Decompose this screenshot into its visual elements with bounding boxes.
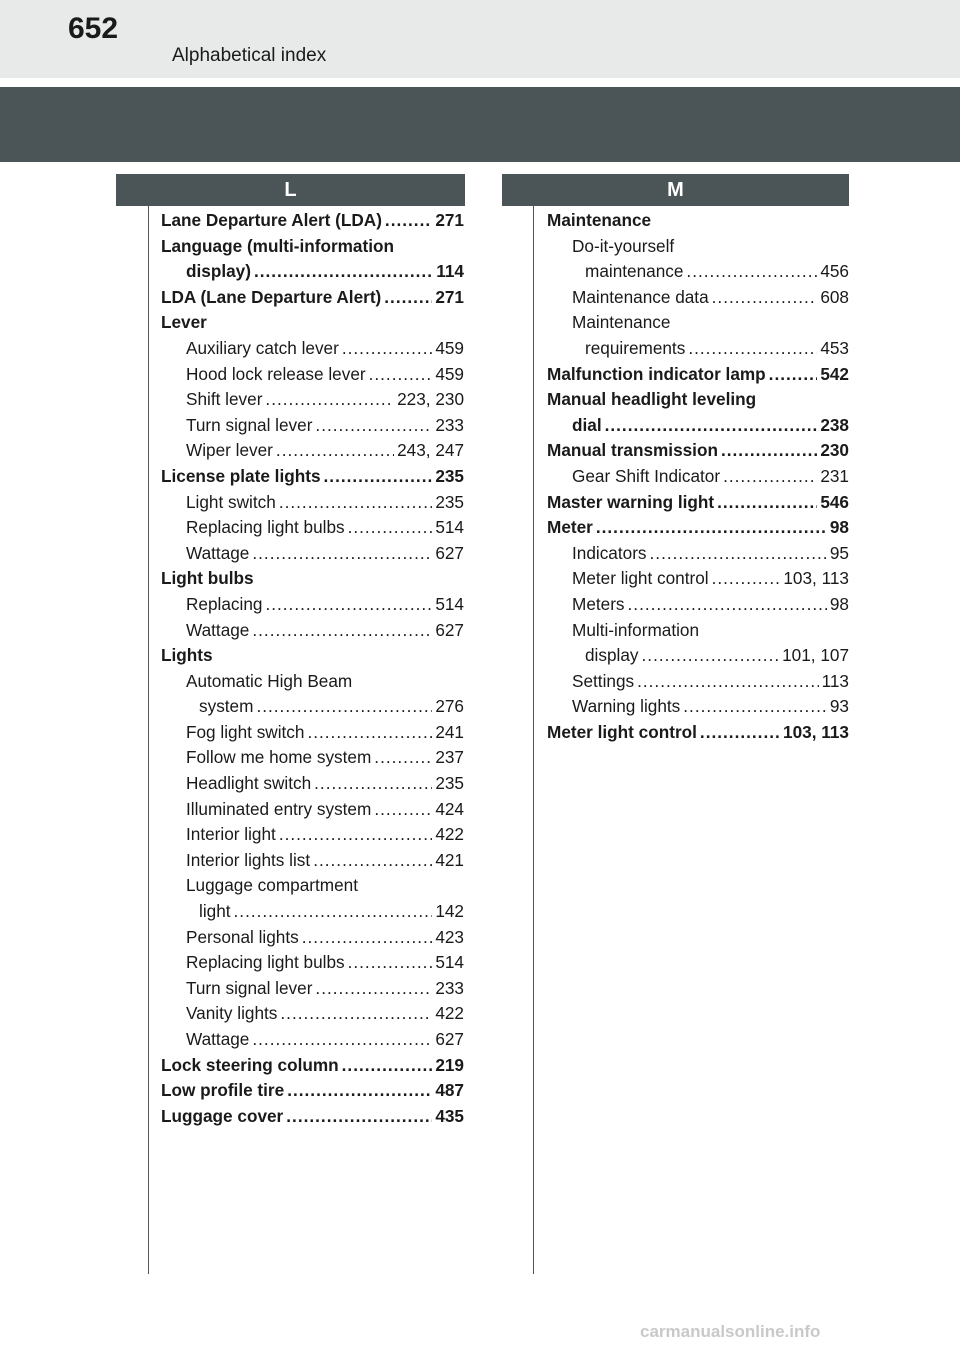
index-entry-page: 627	[435, 1029, 464, 1049]
column-rule-m	[533, 206, 534, 1274]
index-entry-page: 627	[435, 619, 464, 640]
index-entry-page: 627	[435, 542, 464, 563]
index-entry	[547, 438, 849, 464]
index-entry	[547, 720, 849, 746]
header-band	[0, 87, 960, 162]
index-entry	[547, 592, 849, 618]
index-entry-page: 235	[435, 491, 464, 512]
leader-dots	[314, 771, 432, 797]
index-entry-term: Lock steering column	[161, 1054, 339, 1075]
index-entry-term: requirements	[585, 337, 686, 358]
index-entry	[547, 336, 849, 362]
index-entry-term: Automatic High Beam	[186, 670, 353, 691]
index-entry	[161, 336, 464, 362]
index-entry-term: Maintenance	[547, 210, 652, 230]
leader-dots	[637, 669, 818, 695]
index-entry-page: 103, 113	[783, 721, 849, 742]
index-entry	[161, 259, 464, 285]
index-entry	[547, 566, 849, 592]
leader-dots	[385, 208, 432, 234]
index-entry	[161, 822, 464, 848]
index-entry	[161, 362, 464, 388]
index-entry-term: Wattage	[186, 619, 250, 640]
section-header-m: M	[502, 174, 849, 206]
index-entry-term: Lever	[161, 312, 207, 333]
index-entry-term: Light bulbs	[161, 568, 254, 589]
index-entry	[161, 1078, 464, 1104]
header-strip	[0, 0, 960, 78]
index-entry	[547, 541, 849, 567]
index-entry-term: Meter light control	[572, 568, 709, 589]
index-entry-term: display)	[186, 261, 251, 282]
section-header-l: L	[116, 174, 465, 206]
leader-dots	[686, 259, 817, 285]
index-entry-page: 231	[820, 465, 849, 486]
index-entry-page: 514	[435, 593, 464, 614]
index-entry-page: 422	[435, 1003, 464, 1024]
leader-dots	[324, 464, 433, 490]
index-entry-term: Auxiliary catch lever	[186, 337, 339, 358]
index-entry	[547, 464, 849, 490]
index-entry-page: 235	[435, 465, 464, 486]
leader-dots	[384, 285, 432, 311]
index-entry-term: Replacing light bulbs	[186, 517, 345, 538]
leader-dots	[683, 694, 827, 720]
index-entry-term: Low profile tire	[161, 1080, 285, 1101]
leader-dots	[234, 899, 433, 925]
leader-dots	[252, 1027, 432, 1053]
index-entry-page: 546	[820, 491, 849, 512]
index-entry	[161, 694, 464, 720]
leader-dots	[276, 438, 394, 464]
leader-dots	[369, 362, 433, 388]
index-entry-page: 238	[820, 414, 849, 435]
index-entry	[161, 669, 464, 695]
leader-dots	[302, 925, 433, 951]
index-entry	[161, 1027, 464, 1053]
index-entry	[161, 541, 464, 567]
leader-dots	[287, 1078, 432, 1104]
leader-dots	[286, 1104, 432, 1130]
leader-dots	[605, 413, 818, 439]
index-entry-term: Manual headlight leveling	[547, 389, 757, 410]
index-entry-page: 459	[435, 337, 464, 358]
index-entry-term: Light switch	[186, 491, 276, 512]
index-entry-page: 271	[435, 210, 464, 230]
index-entry-page: 233	[435, 977, 464, 998]
index-entry-term: Wattage	[186, 1029, 250, 1049]
index-entry	[161, 1104, 464, 1130]
leader-dots	[256, 694, 432, 720]
leader-dots	[721, 438, 817, 464]
index-entry-page: 276	[435, 696, 464, 717]
index-entry-term: Follow me home system	[186, 747, 372, 768]
index-entry-term: Luggage compartment	[186, 875, 358, 896]
index-entry-page: 114	[436, 261, 464, 282]
index-entry	[547, 643, 849, 669]
index-entry-term: Maintenance	[572, 312, 671, 333]
index-entry-term: Meters	[572, 593, 625, 614]
index-entry	[547, 362, 849, 388]
index-entry-term: light	[199, 901, 231, 922]
index-entry	[161, 771, 464, 797]
index-entry-term: Hood lock release lever	[186, 363, 366, 384]
index-entry-term: Warning lights	[572, 696, 681, 717]
index-entry	[161, 310, 464, 336]
index-entry	[161, 285, 464, 311]
index-entry	[161, 438, 464, 464]
index-entry	[161, 1001, 464, 1027]
leader-dots	[596, 515, 827, 541]
index-entry-page: 514	[435, 952, 464, 973]
index-entry-term: Shift lever	[186, 389, 263, 410]
index-entry-page: 423	[435, 926, 464, 947]
index-entry	[547, 694, 849, 720]
index-entry	[161, 899, 464, 925]
index-entry-term: Wattage	[186, 542, 250, 563]
index-entry	[161, 950, 464, 976]
leader-dots	[252, 541, 432, 567]
index-entry-page: 487	[435, 1080, 464, 1101]
index-entry	[547, 285, 849, 311]
index-entry-page: 113	[821, 670, 849, 691]
index-entry-term: Settings	[572, 670, 635, 691]
index-entry	[161, 208, 464, 234]
index-entry-term: Illuminated entry system	[186, 798, 372, 819]
index-entry-term: Manual transmission	[547, 440, 718, 461]
index-entry-page: 101, 107	[782, 645, 849, 666]
leader-dots	[769, 362, 818, 388]
index-entry	[161, 566, 464, 592]
index-entry	[161, 745, 464, 771]
page-number: 652	[68, 12, 119, 45]
index-entry-page: 608	[820, 286, 849, 307]
index-entry-term: Malfunction indicator lamp	[547, 363, 766, 384]
index-entry-page: 142	[435, 901, 464, 922]
leader-dots	[307, 720, 432, 746]
index-entry	[547, 208, 849, 234]
leader-dots	[315, 413, 432, 439]
leader-dots	[279, 822, 433, 848]
index-entry-term: Fog light switch	[186, 721, 305, 742]
index-entry-page: 456	[820, 261, 849, 282]
index-entry-term: Master warning light	[547, 491, 715, 512]
index-entry-term: License plate lights	[161, 465, 321, 486]
leader-dots	[374, 797, 432, 823]
leader-dots	[628, 592, 827, 618]
index-entry	[547, 310, 849, 336]
index-entry-term: Interior light	[186, 824, 276, 845]
index-entry-term: Luggage cover	[161, 1105, 284, 1126]
index-entry-page: 219	[435, 1054, 464, 1075]
index-entry-page: 223, 230	[397, 389, 464, 410]
leader-dots	[650, 541, 827, 567]
index-entry-term: Personal lights	[186, 926, 299, 947]
index-entry-term: display	[585, 645, 639, 666]
index-entry-term: Meter light control	[547, 721, 697, 742]
index-entry-term: LDA (Lane Departure Alert)	[161, 286, 382, 307]
index-entry-page: 271	[435, 286, 464, 307]
index-entry-page: 235	[435, 773, 464, 794]
leader-dots	[374, 745, 432, 771]
leader-dots	[342, 1053, 433, 1079]
index-entry-page: 93	[829, 696, 849, 717]
index-entry	[161, 592, 464, 618]
index-entry-term: Indicators	[572, 542, 647, 563]
index-entry	[547, 413, 849, 439]
index-entry	[161, 720, 464, 746]
index-entry	[161, 643, 464, 669]
column-rule-l	[148, 206, 149, 1274]
index-entry-term: Replacing light bulbs	[186, 952, 345, 973]
index-column-m	[547, 208, 849, 745]
leader-dots	[265, 592, 432, 618]
index-entry-page: 241	[435, 721, 464, 742]
leader-dots	[688, 336, 817, 362]
index-entry-page: 237	[435, 747, 464, 768]
index-entry-page: 95	[829, 542, 849, 563]
index-entry	[547, 515, 849, 541]
leader-dots	[348, 515, 433, 541]
leader-dots	[712, 285, 818, 311]
index-entry	[161, 1053, 464, 1079]
index-entry-page: 233	[435, 414, 464, 435]
leader-dots	[315, 976, 432, 1002]
index-entry	[161, 490, 464, 516]
index-entry-page: 422	[435, 824, 464, 845]
index-entry	[161, 515, 464, 541]
index-entry-term: Interior lights list	[186, 849, 311, 870]
index-entry	[547, 387, 849, 413]
index-entry-page: 98	[829, 517, 849, 538]
index-entry	[161, 234, 464, 260]
index-entry-term: Wiper lever	[186, 440, 273, 461]
index-entry	[547, 259, 849, 285]
leader-dots	[252, 618, 432, 644]
index-entry	[161, 464, 464, 490]
index-entry-term: Meter	[547, 517, 593, 538]
index-entry-term: Lane Departure Alert (LDA)	[161, 210, 382, 230]
index-entry-term: Do-it-yourself	[572, 235, 675, 256]
index-entry	[547, 234, 849, 260]
index-entry	[161, 797, 464, 823]
index-entry	[161, 387, 464, 413]
index-entry-page: 230	[820, 440, 849, 461]
leader-dots	[342, 336, 432, 362]
index-entry	[161, 873, 464, 899]
index-entry-term: Turn signal lever	[186, 977, 313, 998]
index-entry	[547, 490, 849, 516]
index-entry-term: Vanity lights	[186, 1003, 278, 1024]
index-entry-page: 459	[435, 363, 464, 384]
index-entry-term: Lights	[161, 645, 213, 666]
leader-dots	[717, 490, 817, 516]
index-entry	[161, 925, 464, 951]
leader-dots	[280, 1001, 432, 1027]
index-entry-page: 424	[435, 798, 464, 819]
index-entry-term: Maintenance data	[572, 286, 709, 307]
index-entry-term: maintenance	[585, 261, 684, 282]
leader-dots	[254, 259, 433, 285]
index-entry-page: 243, 247	[397, 440, 464, 461]
leader-dots	[279, 490, 433, 516]
leader-dots	[723, 464, 817, 490]
index-entry-term: system	[199, 696, 254, 717]
index-entry-term: Turn signal lever	[186, 414, 313, 435]
leader-dots	[712, 566, 781, 592]
index-entry-page: 514	[435, 517, 464, 538]
index-entry-page: 542	[820, 363, 849, 384]
index-entry-page: 98	[829, 593, 849, 614]
index-entry-term: Gear Shift Indicator	[572, 465, 721, 486]
index-entry-term: Language (multi-information	[161, 235, 394, 256]
index-entry-page: 453	[820, 337, 849, 358]
index-entry	[547, 669, 849, 695]
index-entry-term: Headlight switch	[186, 773, 312, 794]
index-entry-term: dial	[572, 414, 602, 435]
index-entry	[161, 618, 464, 644]
leader-dots	[313, 848, 432, 874]
index-entry	[547, 618, 849, 644]
index-entry	[161, 413, 464, 439]
index-entry-page: 421	[435, 849, 464, 870]
leader-dots	[265, 387, 394, 413]
running-title: Alphabetical index	[172, 45, 327, 66]
index-entry-page: 435	[435, 1105, 464, 1126]
leader-dots	[700, 720, 780, 746]
leader-dots	[642, 643, 780, 669]
index-entry	[161, 976, 464, 1002]
leader-dots	[348, 950, 433, 976]
index-entry-term: Replacing	[186, 593, 263, 614]
index-entry	[161, 848, 464, 874]
index-entry-term: Multi-information	[572, 619, 700, 640]
watermark: carmanualsonline.info	[640, 1322, 821, 1341]
index-entry-page: 103, 113	[783, 568, 849, 589]
index-column-l	[161, 208, 464, 1129]
